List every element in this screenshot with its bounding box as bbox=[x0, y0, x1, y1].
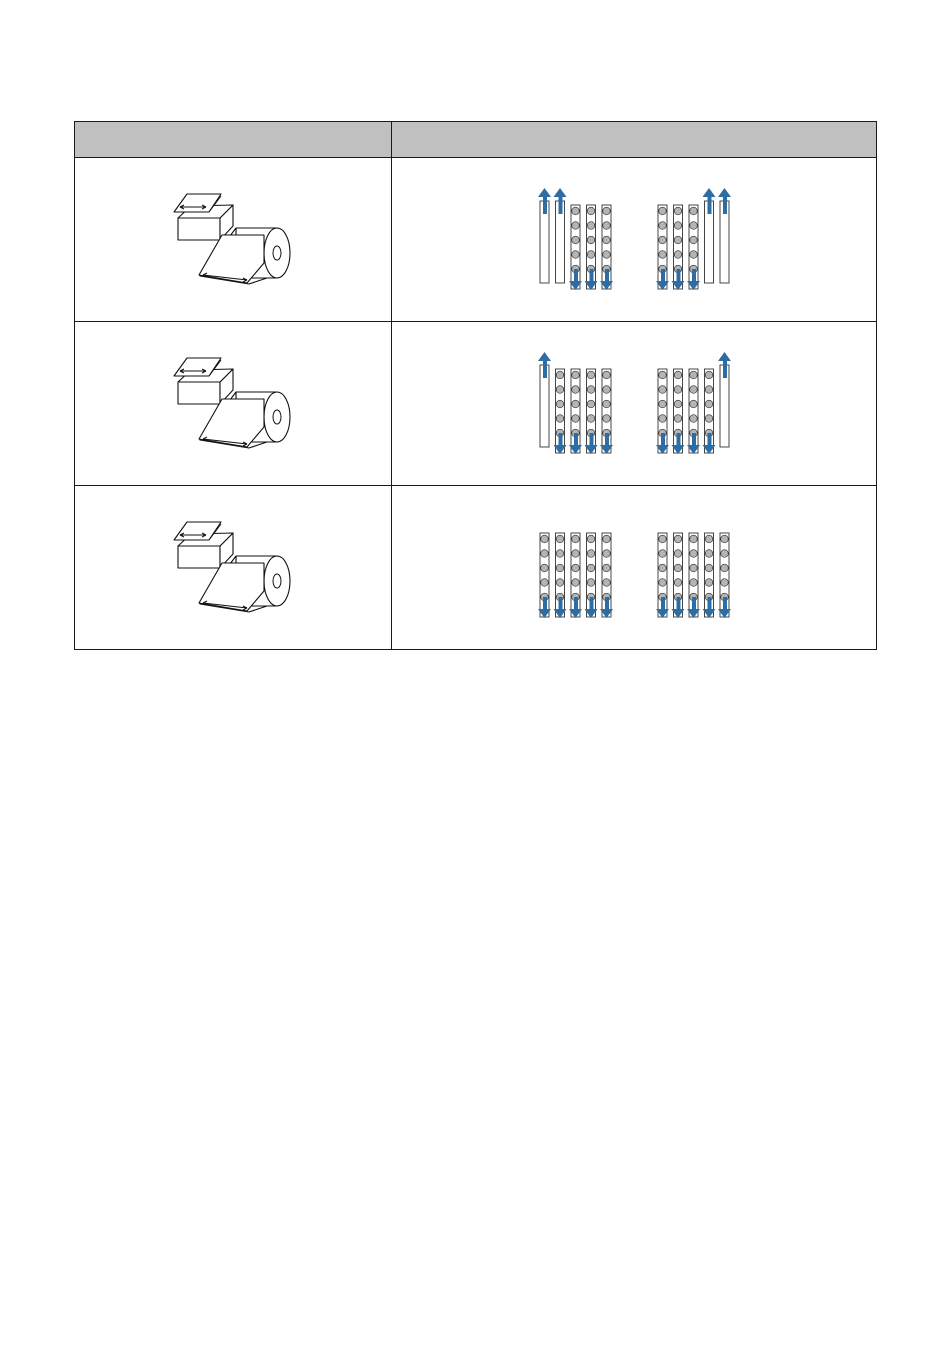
media-type-cell bbox=[75, 322, 392, 486]
label-direction-layout-icon bbox=[536, 349, 732, 459]
label-layout-cell bbox=[392, 158, 877, 322]
table-row bbox=[75, 486, 877, 650]
header-cell-left bbox=[75, 122, 392, 158]
label-roll-icon bbox=[163, 190, 303, 290]
table-row bbox=[75, 322, 877, 486]
header-cell-right bbox=[392, 122, 877, 158]
label-orientation-table bbox=[74, 121, 877, 650]
label-direction-layout-icon bbox=[536, 185, 732, 295]
label-direction-layout-icon bbox=[536, 513, 732, 623]
media-type-cell bbox=[75, 486, 392, 650]
label-layout-cell bbox=[392, 322, 877, 486]
media-type-cell bbox=[75, 158, 392, 322]
label-roll-icon bbox=[163, 518, 303, 618]
table-header-row bbox=[75, 122, 877, 158]
table-row bbox=[75, 158, 877, 322]
label-layout-cell bbox=[392, 486, 877, 650]
label-roll-icon bbox=[163, 354, 303, 454]
